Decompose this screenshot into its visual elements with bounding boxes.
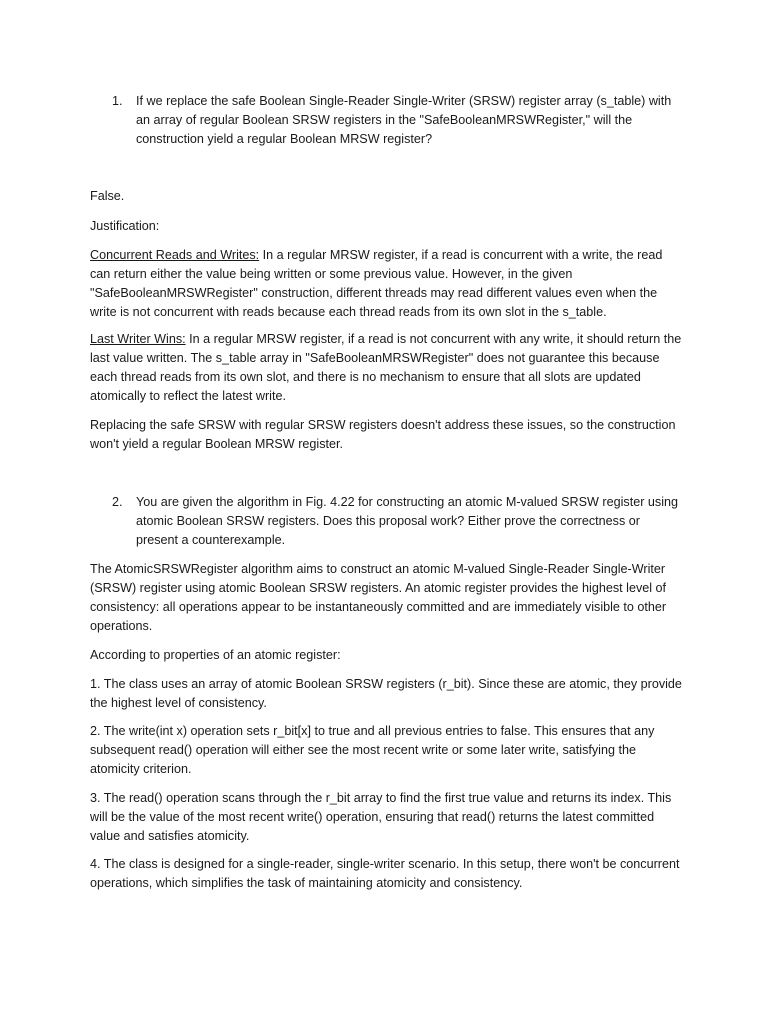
list-item: 4. The class is designed for a single-reader, single-writer scenario. In this setup, there won't be concurrent operations, which simplifies the task of maintaining atomicity and consistency. <box>90 857 680 890</box>
justification-label: Justification: <box>90 219 160 233</box>
justification-point-last-writer <box>90 330 686 406</box>
point-2-heading: Last Writer Wins: <box>90 332 186 346</box>
point-1-heading: Concurrent Reads and Writes: <box>90 248 260 262</box>
question-1 <box>112 92 682 149</box>
point-1-text: In a regular MRSW register, if a read is concurrent with a write, the read can return either the value being written or some previous value. However, in the given "SafeBooleanMRSWRegister" construction, different threads may read different values even when the write is not concurrent with reads because each thread reads from its own slot in the s_table. <box>90 248 663 319</box>
list-item: 1. The class uses an array of atomic Boolean SRSW registers (r_bit). Since these are atomic, they provide the highest level of consistency. <box>90 677 682 710</box>
justification-point-concurrent <box>90 246 686 322</box>
question-1-text: If we replace the safe Boolean Single-Reader Single-Writer (SRSW) register array (s_table) with an array of regular Boolean SRSW registers in the "SafeBooleanMRSWRegister," will the construction yield a regular Boolean MRSW register? <box>136 94 672 146</box>
conclusion-1: Replacing the safe SRSW with regular SRSW registers doesn't address these issues, so the construction won't yield a regular Boolean MRSW register. <box>90 418 676 451</box>
list-item: 2. The write(int x) operation sets r_bit[x] to true and all previous entries to false. This ensures that any subsequent read() operation will either see the most recent write or some later write, satisfying the atomicity criterion. <box>90 724 655 776</box>
question-2-text: You are given the algorithm in Fig. 4.22 for constructing an atomic M-valued SRSW register using atomic Boolean SRSW registers. Does this proposal work? Either prove the correctness or present a counterexample. <box>136 495 679 547</box>
question-1-number: 1. <box>112 94 123 108</box>
question-2 <box>112 493 682 550</box>
answer-text: False. <box>90 189 125 203</box>
list-item: 3. The read() operation scans through the r_bit array to find the first true value and returns its index. This will be the value of the most recent write() operation, ensuring that read() returns the latest committed value and satisfies atomicity. <box>90 791 672 843</box>
question-2-number: 2. <box>112 495 123 509</box>
intro-2: The AtomicSRSWRegister algorithm aims to construct an atomic M-valued Single-Reader Single-Writer (SRSW) register using atomic Boolean SRSW registers. An atomic register provides the highest level of consistency: all operations appear to be instantaneously committed and are immediately visible to other operations. <box>90 562 667 633</box>
point-2-text: In a regular MRSW register, if a read is not concurrent with any write, it should return the last value written. The s_table array in "SafeBooleanMRSWRegister" does not guarantee this because each thread reads from its own slot, and there is no mechanism to ensure that all slots are updated atomically to reflect the latest write. <box>90 332 682 403</box>
according-line: According to properties of an atomic register: <box>90 648 341 662</box>
